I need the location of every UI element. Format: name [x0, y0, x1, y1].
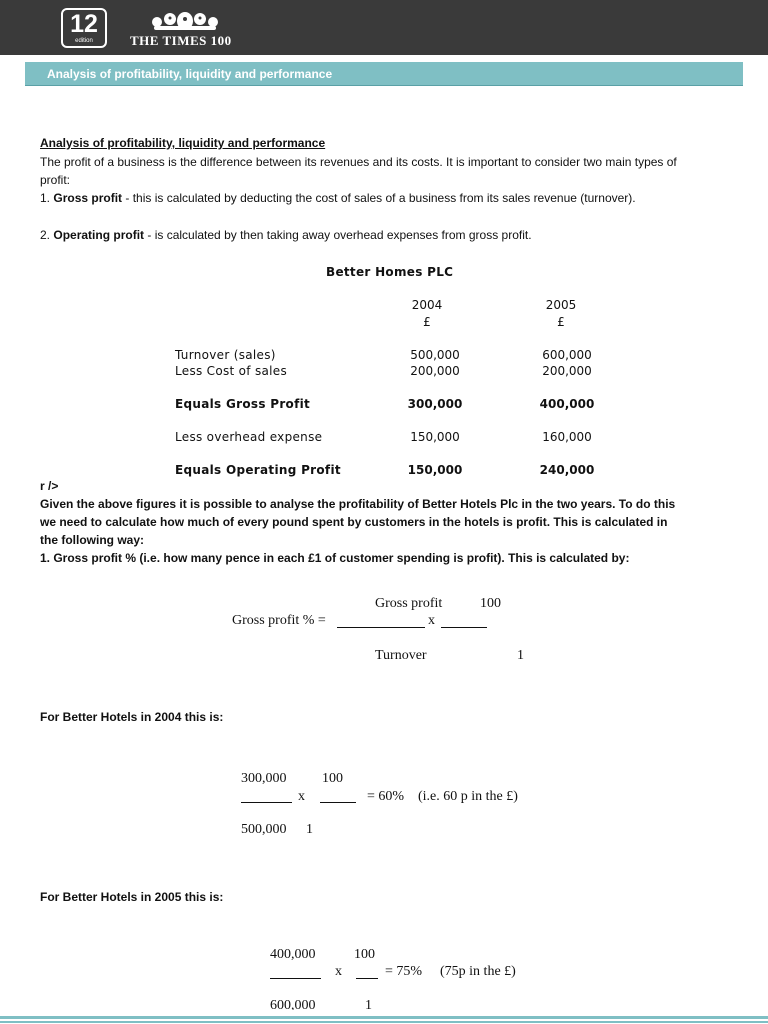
- calc-2004-multiplier-top: 100: [322, 771, 343, 786]
- bottom-divider-2: [0, 1021, 768, 1023]
- edition-label: edition: [75, 38, 93, 44]
- gross-profit-term: Gross profit: [53, 191, 123, 205]
- row-cost-of-sales-label: Less Cost of sales: [175, 364, 288, 378]
- calc-2005-multiplier-line: [356, 978, 378, 979]
- operating-profit-text: - is calculated by then taking away overhead expenses from gross profit.: [144, 228, 532, 242]
- row-gross-profit-2005: 400,000: [539, 397, 595, 411]
- edition-number: 12: [70, 10, 98, 38]
- operating-profit-definition: [40, 226, 532, 244]
- calc-2004-numerator: 300,000: [241, 771, 287, 786]
- row-overhead-2004: 150,000: [410, 430, 460, 444]
- row-cost-of-sales-2005: 200,000: [542, 364, 592, 378]
- intro-heading: Analysis of profitability, liquidity and performance: [40, 136, 326, 150]
- formula-lhs: Gross profit % =: [232, 613, 326, 628]
- row-turnover-label: Turnover (sales): [175, 348, 276, 362]
- section-title: Analysis of profitability, liquidity and performance: [47, 67, 333, 81]
- edition-logo: [61, 8, 107, 48]
- bottom-divider: [0, 1016, 768, 1019]
- calc-2004-multiplier-bottom: 1: [306, 822, 313, 837]
- calc-2005-multiplier-bottom: 1: [365, 998, 372, 1010]
- row-overhead-2005: 160,000: [542, 430, 592, 444]
- brand-name: THE TIMES 100: [130, 33, 232, 48]
- analysis-line-4: 1. Gross profit % (i.e. how many pence in each £1 of customer spending is profit). This is calculated by:: [40, 551, 630, 565]
- calc-2004-denominator: 500,000: [241, 822, 287, 837]
- calc-2005-numerator: 400,000: [270, 947, 316, 962]
- formula-denominator: Turnover: [375, 648, 427, 663]
- calc-2005-intro: For Better Hotels in 2005 this is:: [40, 890, 224, 904]
- row-turnover-2004: 500,000: [410, 348, 460, 362]
- calc-2004-intro: For Better Hotels in 2004 this is:: [40, 710, 224, 724]
- col-2005-year: 2005: [545, 298, 577, 312]
- row-overhead-label: Less overhead expense: [175, 430, 323, 444]
- table-title: Better Homes PLC: [326, 265, 454, 279]
- col-2005-currency: £: [557, 315, 565, 329]
- calc-2004-multiplier-line: [320, 802, 356, 803]
- item-2-number: 2.: [40, 228, 51, 242]
- calc-2005-multiplier-top: 100: [354, 947, 375, 962]
- top-header: [0, 0, 768, 55]
- calc-2004-note: (i.e. 60 p in the £): [418, 789, 518, 804]
- calc-2004-times: x: [298, 789, 305, 804]
- intro-line-1: The profit of a business is the difference between its revenues and its costs. It is important to consider two main types of: [40, 155, 677, 169]
- formula-numerator: Gross profit: [375, 596, 443, 611]
- col-2004-year: 2004: [411, 298, 443, 312]
- calc-2005-fraction-line: [270, 978, 321, 979]
- analysis-line-1: Given the above figures it is possible to analyse the profitability of Better Hotels Plc in the two years. To do this: [40, 497, 676, 511]
- operating-profit-term: Operating profit: [53, 228, 145, 242]
- formula-multiplier-bottom: 1: [517, 648, 524, 663]
- formula-multiplier-line: [441, 627, 487, 628]
- formula-multiplier-top: 100: [480, 596, 501, 611]
- row-operating-profit-2005: 240,000: [539, 463, 595, 477]
- section-title-bar: [25, 62, 743, 86]
- analysis-line-3: the following way:: [40, 533, 144, 547]
- col-2004-currency: £: [423, 315, 431, 329]
- row-operating-profit-label: Equals Operating Profit: [175, 463, 341, 477]
- analysis-line-2: we need to calculate how much of every pound spent by customers in the hotels is profit. This is calculated in: [40, 515, 668, 529]
- row-gross-profit-2004: 300,000: [407, 397, 463, 411]
- row-gross-profit-label: Equals Gross Profit: [175, 397, 311, 411]
- calc-2004-fraction-line: [241, 802, 292, 803]
- calc-2005-denominator-clip: [0, 996, 768, 1010]
- calc-2005-note: (75p in the £): [440, 964, 516, 979]
- row-turnover-2005: 600,000: [542, 348, 592, 362]
- formula-fraction-line: [337, 627, 425, 628]
- calc-2005-result: = 75%: [385, 964, 423, 979]
- gross-profit-definition: [40, 189, 636, 207]
- formula-times: x: [428, 613, 435, 628]
- calc-2005-denominator: 600,000: [270, 998, 316, 1010]
- stray-markup-text: r />: [40, 479, 59, 493]
- row-cost-of-sales-2004: 200,000: [410, 364, 460, 378]
- gross-profit-text: - this is calculated by deducting the cost of sales of a business from its sales revenue (turnover).: [122, 191, 636, 205]
- calc-2004-result: = 60%: [367, 789, 405, 804]
- crest-icon: [148, 10, 222, 32]
- intro-line-2: profit:: [40, 173, 71, 187]
- calc-2005-times: x: [335, 964, 342, 979]
- row-operating-profit-2004: 150,000: [407, 463, 463, 477]
- item-1-number: 1.: [40, 191, 51, 205]
